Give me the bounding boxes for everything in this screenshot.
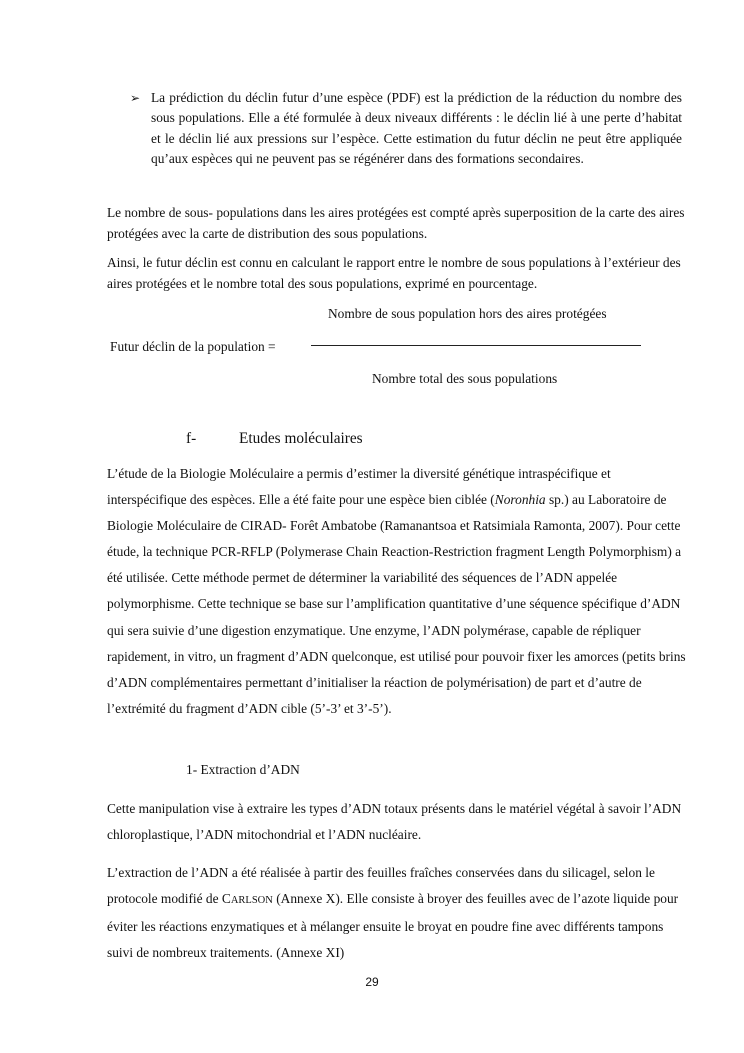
paragraph-futur-declin: Ainsi, le futur déclin est connu en calculant le rapport entre le nombre de sous populations à l’extérieur des aires protégées et le nombre total des sous populations, exprimé en pourcentage. bbox=[107, 255, 681, 291]
paragraph-extraction bbox=[107, 860, 687, 966]
para3-text-b: sp.) au Laboratoire de Biologie Moléculaire de CIRAD- Forêt Ambatobe (Ramanantsoa et Ratsimiala Ramonta, 2007). Pour cette étude, la technique PCR-RFLP (Polymerase Chain Reaction-Restriction fragment Length Polymorphism) a été utilisée. Cette méthode permet de déterminer la variabilité des séquences de l’ADN appelée polymorphisme. Cette technique se base sur l’amplification quantitative d’une séquence spécifique d’ADN qui sera suivie d’une digestion enzymatique. Une enzyme, l’ADN polymérase, capable de répliquer rapidement, in vitro, un fragment d’ADN quelconque, est utilisé pour pouvoir fixer les amorces (petits brins d’ADN complémentaires permettant d’initialiser la réaction de polymérisation) de part et d’autre de l’extrémité du fragment d’ADN cible (5’-3’ et 3’-5’). bbox=[107, 492, 686, 716]
formula-denominator: Nombre total des sous populations bbox=[372, 371, 558, 386]
species-name: Noronhia bbox=[494, 492, 546, 508]
author-smallcaps: ARLSON bbox=[230, 895, 273, 906]
arrow-bullet-icon: ➢ bbox=[130, 91, 141, 105]
author-initial: C bbox=[221, 891, 231, 906]
paragraph-sous-populations: Le nombre de sous- populations dans les aires protégées est compté après superposition de la carte des aires protégées avec la carte de distribution des sous populations. bbox=[107, 205, 685, 241]
paragraph-manipulation: Cette manipulation vise à extraire les types d’ADN totaux présents dans le matériel végétal à savoir l’ADN chloroplastique, l’ADN mitochondrial et l’ADN nucléaire. bbox=[107, 801, 682, 842]
subsection-heading: 1- Extraction d’ADN bbox=[186, 762, 300, 777]
page-number: 29 bbox=[365, 975, 379, 989]
para5-text-b: (Annexe X). Elle consiste à broyer des feuilles avec de l’azote liquide pour éviter les réactions enzymatiques et à mélanger ensuite le broyat en poudre fine avec différents tampons suivi de nombreux traitements. (Annexe XI) bbox=[107, 891, 679, 960]
section-title: Etudes moléculaires bbox=[239, 430, 363, 447]
section-number: f- bbox=[186, 430, 197, 447]
section-heading bbox=[186, 430, 363, 448]
bullet-text: La prédiction du déclin futur d’une espèce (PDF) est la prédiction de la réduction du nombre des sous populations. Elle a été formulée à deux niveaux différents : le déclin lié à une perte d’habitat et le déclin lié aux pressions sur l’espèce. Cette estimation du futur déclin ne peut être appliquée qu’aux espèces qui ne peuvent pas se régénérer dans des formations secondaires. bbox=[151, 90, 682, 167]
para5-text-a: L’extraction de l’ADN a été réalisée à partir des feuilles fraîches conservées dans du silicagel, selon le protocole modifié de bbox=[107, 865, 655, 906]
formula-numerator: Nombre de sous population hors des aires protégées bbox=[328, 306, 607, 321]
paragraph-biologie-moleculaire bbox=[107, 461, 687, 722]
bullet-paragraph bbox=[130, 88, 682, 170]
fraction-bar bbox=[311, 345, 641, 346]
para3-text-a: L’étude de la Biologie Moléculaire a permis d’estimer la diversité génétique intraspécifique et interspécifique des espèces. Elle a été faite pour une espèce bien ciblée ( bbox=[107, 466, 611, 508]
formula-label: Futur déclin de la population = bbox=[110, 339, 276, 354]
